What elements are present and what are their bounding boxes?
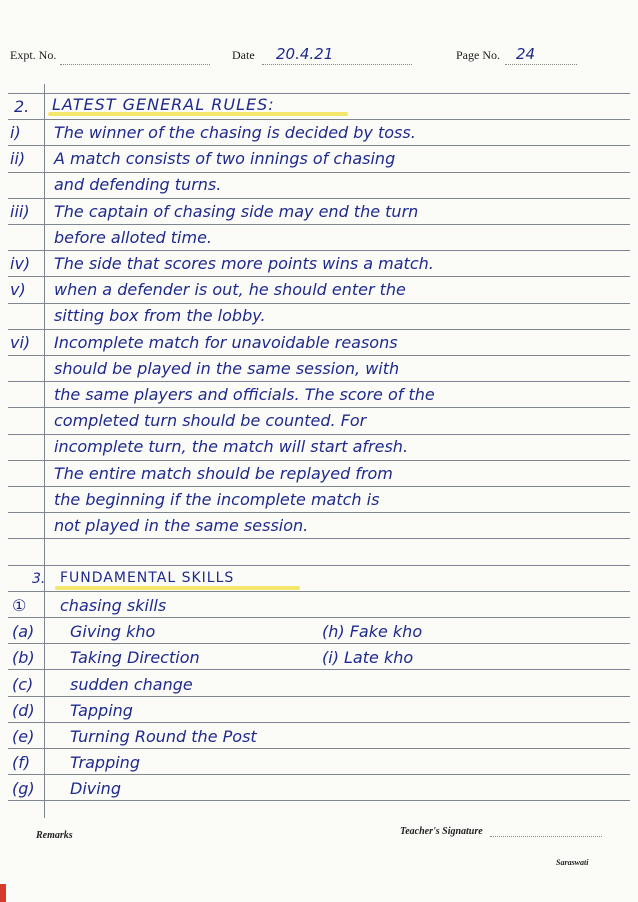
ruled-line	[8, 512, 630, 513]
date-label: Date	[232, 48, 255, 62]
page-no-line	[505, 64, 577, 65]
ruled-line	[8, 276, 630, 277]
skill-marker: (g)	[12, 779, 35, 799]
rule-marker: iv)	[10, 254, 31, 273]
rule-text: Incomplete match for unavoidable reasons	[54, 332, 398, 352]
expt-no-label: Expt. No.	[10, 48, 57, 62]
ruled-line	[8, 355, 630, 356]
rule-marker: iii)	[10, 201, 30, 221]
section-3-title: FUNDAMENTAL SKILLS	[60, 570, 235, 586]
rule-text: the beginning if the incomplete match is	[54, 489, 380, 509]
rule-text: The winner of the chasing is decided by toss.	[54, 123, 416, 142]
signature-line	[490, 836, 602, 837]
rule-text: The side that scores more points wins a match.	[54, 254, 434, 273]
skill-marker: (c)	[12, 674, 34, 694]
rule-text: when a defender is out, he should enter the	[54, 280, 406, 300]
ruled-line	[8, 538, 630, 539]
section-2-number: 2.	[14, 97, 30, 116]
skill-text-right: (h) Fake kho	[322, 622, 423, 642]
ruled-line	[8, 145, 630, 146]
rule-text: sitting box from the lobby.	[54, 306, 266, 326]
rule-text: The entire match should be replayed from	[54, 463, 393, 483]
date-line	[262, 64, 412, 65]
ruled-line	[8, 119, 630, 120]
rule-text: completed turn should be counted. For	[54, 411, 367, 431]
skill-text-right: (i) Late kho	[322, 648, 414, 668]
skill-text: Turning Round the Post	[70, 727, 257, 746]
skill-marker: ①	[12, 596, 27, 615]
section-3-number: 3.	[32, 571, 46, 587]
ruled-line	[8, 381, 630, 382]
skill-text: Diving	[70, 779, 121, 799]
ruled-line	[8, 329, 630, 330]
skill-text: sudden change	[70, 674, 193, 694]
skill-marker: (f)	[12, 753, 31, 773]
rule-marker: i)	[10, 123, 21, 142]
ruled-line	[8, 407, 630, 408]
rule-text: the same players and officials. The score of the	[54, 385, 435, 404]
ruled-line	[8, 250, 630, 251]
skill-marker: (e)	[12, 727, 35, 746]
date-value: 20.4.21	[276, 45, 334, 63]
rule-text: The captain of chasing side may end the turn	[54, 201, 419, 221]
ruled-line	[8, 565, 630, 566]
rule-text: A match consists of two innings of chasing	[54, 149, 396, 169]
brand-label: Saraswati	[556, 858, 589, 867]
skill-text: Taking Direction	[70, 648, 200, 668]
ruled-line	[8, 303, 630, 304]
ruled-line	[8, 172, 630, 173]
skill-marker: (d)	[12, 700, 35, 720]
rule-text: incomplete turn, the match will start afresh.	[54, 437, 409, 457]
rule-text: and defending turns.	[54, 175, 222, 195]
ruled-line	[8, 748, 630, 749]
ruled-line	[8, 460, 630, 461]
margin-line	[44, 84, 45, 818]
skill-marker: (a)	[12, 622, 35, 642]
expt-no-line	[60, 64, 210, 65]
skill-text: chasing skills	[60, 596, 167, 615]
rule-text: should be played in the same session, with	[54, 358, 400, 378]
ruled-line	[8, 486, 630, 487]
skill-text: Giving kho	[70, 622, 156, 642]
ruled-line	[8, 617, 630, 618]
ruled-line	[8, 198, 630, 199]
rule-marker: v)	[10, 280, 26, 300]
page-no-label: Page No.	[456, 48, 500, 62]
ruled-line	[8, 434, 630, 435]
rule-text: not played in the same session.	[54, 516, 309, 535]
ruled-line	[8, 643, 630, 644]
remarks-label: Remarks	[36, 830, 73, 841]
skill-text: Trapping	[70, 753, 140, 773]
ruled-line	[8, 696, 630, 697]
rule-text: before alloted time.	[54, 227, 213, 247]
teacher-signature-label: Teacher's Signature	[400, 826, 483, 837]
rule-marker: vi)	[10, 332, 31, 352]
ruled-line	[8, 722, 630, 723]
ruled-line	[8, 591, 630, 592]
ruled-line	[8, 669, 630, 670]
ruled-line	[8, 774, 630, 775]
ruled-line	[8, 224, 630, 225]
page-no-value: 24	[516, 45, 536, 63]
skill-marker: (b)	[12, 648, 35, 668]
ruled-line	[8, 800, 630, 801]
skill-text: Tapping	[70, 700, 133, 720]
section-2-title: LATEST GENERAL RULES:	[52, 95, 275, 114]
page-edge-mark	[0, 884, 6, 902]
ruled-line	[8, 93, 630, 94]
rule-marker: ii)	[10, 149, 26, 169]
